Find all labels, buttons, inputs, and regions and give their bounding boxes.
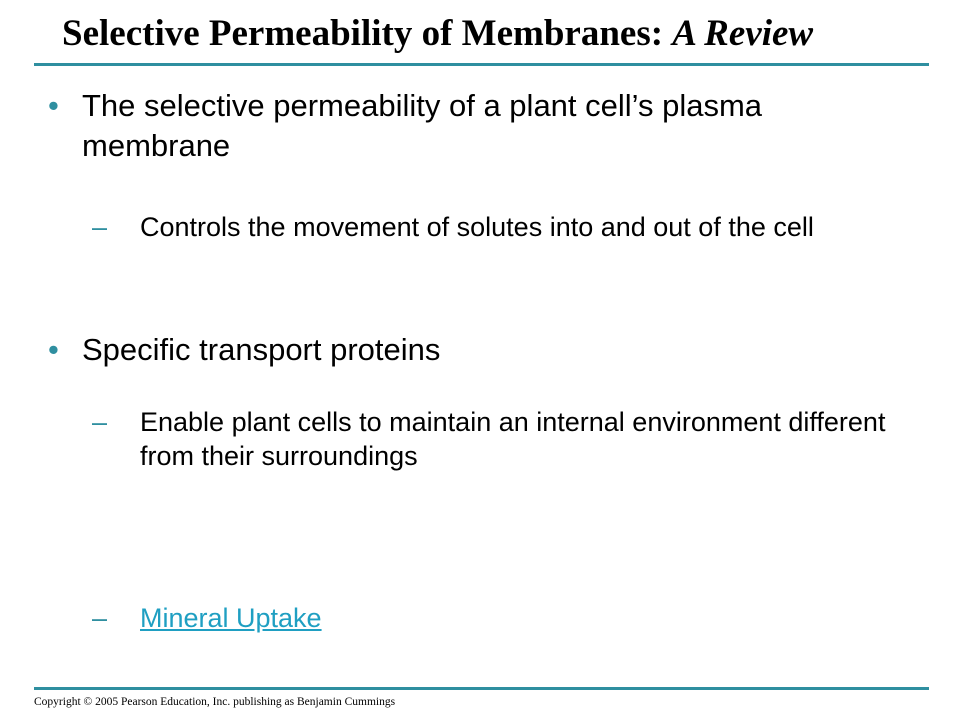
sub-bullet-text: Enable plant cells to maintain an internal environment different from their surroundings (140, 407, 886, 471)
sub-bullet-mark: – (92, 407, 108, 437)
bullet-text: Specific transport proteins (82, 332, 441, 367)
sub-bullet-internal-environment (92, 405, 922, 473)
sub-bullet-controls-movement (92, 210, 922, 244)
bullet-text: The selective permeability of a plant cell’s plasma membrane (82, 88, 763, 163)
bullet-mark: • (48, 88, 59, 123)
copyright-notice: Copyright © 2005 Pearson Education, Inc. publishing as Benjamin Cummings (34, 696, 396, 708)
bullet-transport-proteins (48, 330, 908, 370)
title-italic: A Review (672, 13, 814, 54)
mineral-uptake-link[interactable]: Mineral Uptake (140, 603, 322, 633)
sub-bullet-mark: – (92, 212, 108, 242)
sub-bullet-mineral-uptake (92, 601, 922, 635)
slide-title (62, 12, 922, 56)
title-divider (34, 63, 929, 66)
bullet-mark: • (48, 332, 59, 367)
title-main: Selective Permeability of Membranes: (62, 13, 673, 54)
sub-bullet-mark: – (92, 603, 108, 633)
link-wrapper (140, 601, 922, 635)
footer-divider (34, 687, 929, 690)
bullet-selective-permeability (48, 86, 908, 166)
sub-bullet-text: Controls the movement of solutes into and out of the cell (140, 212, 814, 242)
